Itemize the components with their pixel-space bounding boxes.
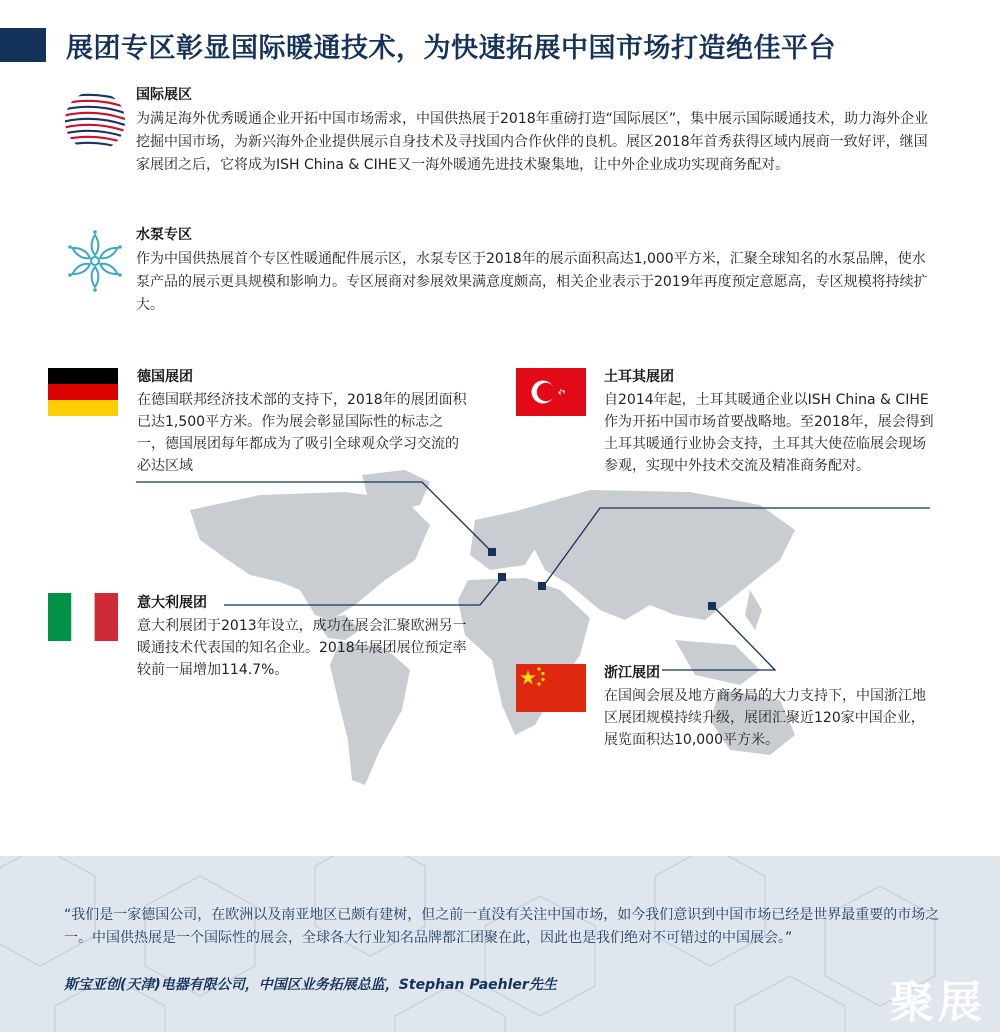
- header-accent-bar: [0, 28, 46, 62]
- germany-flag: [48, 368, 118, 416]
- international-zone-logo: [62, 88, 128, 154]
- testimonial-attribution: 斯宝亚创(天津)电器有限公司，中国区业务拓展总监，Stephan Paehler先生: [64, 977, 557, 993]
- zhejiang-pavilion-block: [604, 662, 934, 751]
- international-zone-title: 国际展区: [136, 87, 192, 103]
- italy-flag: [48, 593, 118, 641]
- zhejiang-pavilion-text: 在国闽会展及地方商务局的大力支持下，中国浙江地区展团规模持续升级，展团汇聚近120家中国企业，展览面积达10,000平方米。: [604, 688, 926, 748]
- juzhan-watermark: 聚展: [890, 977, 986, 1028]
- italy-pavilion-text: 意大利展团于2013年设立，成功在展会汇聚欧洲另一暖通技术代表国的知名企业。2018年展团展位预定率较前一届增加114.7%。: [137, 618, 467, 678]
- pump-zone-section: [136, 224, 936, 317]
- international-zone-section: [136, 84, 936, 177]
- china-flag: [516, 664, 586, 712]
- turkey-flag: [516, 368, 586, 416]
- page-title: 展团专区彰显国际暖通技术，为快速拓展中国市场打造绝佳平台: [66, 33, 836, 64]
- germany-pavilion-text: 在德国联邦经济技术部的支持下，2018年的展团面积已达1,500平方米。作为展会彰显国际性的标志之一，德国展团每年都成为了吸引全球观众学习交流的必达区域: [137, 392, 467, 474]
- germany-pavilion-block: [137, 366, 467, 477]
- turkey-pavilion-title: 土耳其展团: [604, 369, 674, 385]
- italy-pavilion-title: 意大利展团: [137, 595, 207, 611]
- international-zone-text: 为满足海外优秀暖通企业开拓中国市场需求，中国供热展于2018年重磅打造“国际展区”，集中展示国际暖通技术，助力海外企业挖掘中国市场，为新兴海外企业提供展示自身技术及寻找国内合作伙伴的良机。展区2018年首秀获得区域内展商一致好评，继国家展团之后，它将成为ISH China & CIHE又一海外暖通先进技术聚集地，让中外企业成功实现商务配对。: [136, 111, 929, 173]
- pump-zone-title: 水泵专区: [136, 227, 192, 243]
- testimonial-quote: “我们是一家德国公司，在欧洲以及南亚地区已颇有建树，但之前一直没有关注中国市场，如今我们意识到中国市场已经是世界最重要的市场之一。中国供热展是一个国际性的展会，全球各大行业知名品牌都汇团聚在此，因此也是我们绝对不可错过的中国展会。”: [64, 907, 940, 946]
- pump-zone-text: 作为中国供热展首个专区性暖通配件展示区，水泵专区于2018年的展示面积高达1,000平方米，汇聚全球知名的水泵品牌，使水泵产品的展示更具规模和影响力。专区展商对参展效果满意度颇高，相关企业表示于2019年再度预定意愿高，专区规模将持续扩大。: [136, 251, 928, 313]
- turkey-pavilion-block: [604, 366, 934, 477]
- italy-pavilion-block: [137, 592, 467, 681]
- germany-pavilion-title: 德国展团: [137, 369, 193, 385]
- testimonial-panel: [0, 856, 1000, 1032]
- zhejiang-pavilion-title: 浙江展团: [604, 665, 660, 681]
- pump-zone-logo: [64, 230, 126, 292]
- turkey-pavilion-text: 自2014年起，土耳其暖通企业以ISH China & CIHE作为开拓中国市场首要战略地。至2018年，展会得到土耳其暖通行业协会支持，土耳其大使莅临展会现场参观，实现中外技术交流及精准商务配对。: [604, 392, 934, 474]
